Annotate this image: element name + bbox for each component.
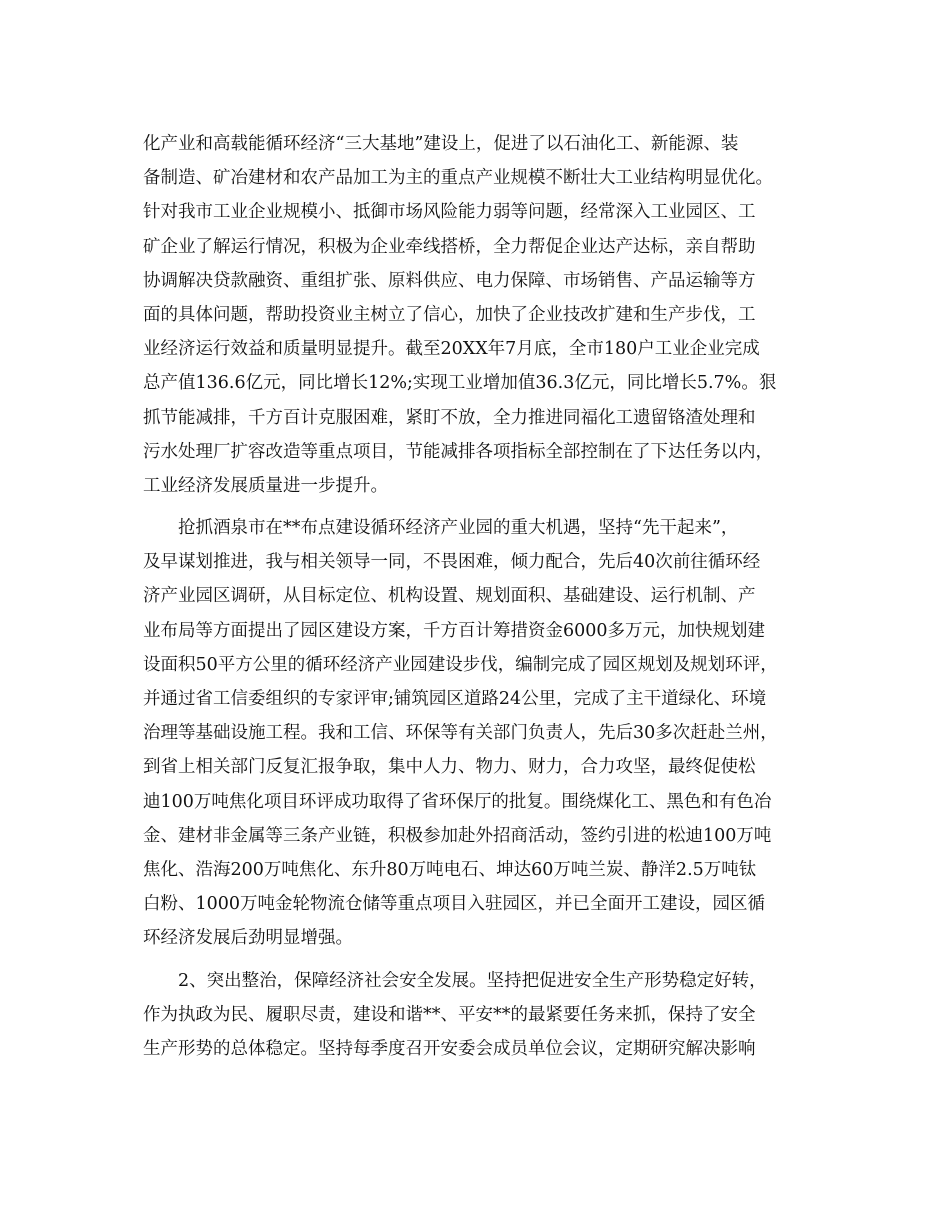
text-line: 污水处理厂扩容改造等重点项目，节能减排各项指标全部控制在了下达任务以内， [143, 441, 773, 462]
paragraph [143, 511, 813, 955]
text-line: 化产业和高载能循环经济“三大基地”建设上，促进了以石油化工、新能源、装 [143, 134, 739, 154]
text-line: 针对我市工业企业规模小、抵御市场风险能力弱等问题，经常深入工业园区、工 [143, 202, 756, 223]
text-line: 抓节能减排，千方百计克服困难，紧盯不放，全力推进同福化工遗留铬渣处理和 [143, 407, 756, 428]
text-line: 总产值136.6亿元，同比增长12%;实现工业增加值36.3亿元，同比增长5.7%。狠 [143, 373, 777, 394]
text-line: 及早谋划推进，我与相关领导一同，不畏困难，倾力配合，先后40次前往循环经 [143, 552, 761, 573]
text-line: 白粉、1000万吨金轮物流仓储等重点项目入驻园区，并已全面开工建设，园区循 [143, 894, 766, 915]
text-line: 并通过省工信委组织的专家评审;铺筑园区道路24公里，完成了主干道绿化、环境 [143, 689, 767, 709]
text-line: 到省上相关部门反复汇报争取，集中人力、物力、财力，合力攻坚，最终促使松 [143, 757, 756, 778]
text-line: 济产业园区调研，从目标定位、机构设置、规划面积、基础建设、运行机制、产 [143, 586, 756, 607]
text-line: 面的具体问题，帮助投资业主树立了信心，加快了企业技改扩建和生产步伐，工 [143, 304, 756, 325]
text-line: 治理等基础设施工程。我和工信、环保等有关部门负责人，先后30多次赶赴兰州， [143, 723, 778, 744]
text-line: 迪100万吨焦化项目环评成功取得了省环保厅的批复。围绕煤化工、黑色和有色冶 [143, 791, 772, 812]
text-line: 环经济发展后劲明显增强。 [143, 928, 353, 949]
text-line: 金、建材非金属等三条产业链，积极参加赴外招商活动，签约引进的松迪100万吨 [143, 825, 772, 846]
text-line: 矿企业了解运行情况，积极为企业牵线搭桥，全力帮促企业达产达标，亲自帮助 [143, 236, 756, 257]
text-line: 设面积50平方公里的循环经济产业园建设步伐，编制完成了园区规划及规划环评， [143, 654, 778, 675]
text-line: 抢抓酒泉市在**布点建设循环经济产业园的重大机遇，坚持“先干起来”， [143, 518, 739, 539]
text-line: 业布局等方面提出了园区建设方案，千方百计筹措资金6000多万元，加快规划建 [143, 620, 766, 641]
text-line: 作为执政为民、履职尽责，建设和谐**、平安**的最紧要任务来抓，保持了安全 [143, 1004, 756, 1025]
text-line: 2、突出整治，保障经济社会安全发展。坚持把促进安全生产形势稳定好转， [143, 970, 767, 991]
text-line: 焦化、浩海200万吨焦化、东升80万吨电石、坤达60万吨兰炭、静洋2.5万吨钛 [143, 859, 757, 880]
paragraph-gap [143, 503, 813, 511]
text-line: 业经济运行效益和质量明显提升。截至20XX年7月底，全市180户工业企业完成 [143, 339, 760, 360]
paragraph-gap [143, 956, 813, 964]
paragraph [143, 964, 813, 1067]
text-line: 工业经济发展质量进一步提升。 [143, 475, 388, 496]
document-body [143, 127, 813, 1066]
paragraph [143, 127, 813, 503]
text-line: 备制造、矿冶建材和农产品加工为主的重点产业规模不断壮大工业结构明显优化。 [143, 168, 773, 189]
text-line: 协调解决贷款融资、重组扩张、原料供应、电力保障、市场销售、产品运输等方 [143, 270, 756, 291]
text-line: 生产形势的总体稳定。坚持每季度召开安委会成员单位会议，定期研究解决影响 [143, 1038, 756, 1059]
